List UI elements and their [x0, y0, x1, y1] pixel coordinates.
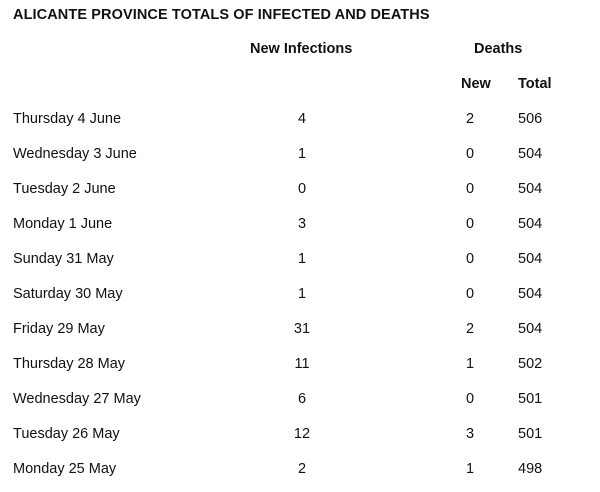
- row-total-deaths: 498: [518, 461, 543, 477]
- table-row: [0, 277, 600, 312]
- row-new-infections: 2: [297, 461, 307, 477]
- table-row: [0, 137, 600, 172]
- row-day: Monday 25 May: [13, 461, 117, 477]
- row-new-infections: 11: [294, 356, 310, 372]
- row-new-infections: 1: [297, 286, 307, 302]
- table-row: [0, 312, 600, 347]
- row-new-deaths: 2: [465, 111, 475, 127]
- row-new-deaths: 2: [465, 321, 475, 337]
- row-new-infections: 3: [297, 216, 307, 232]
- row-new-deaths: 0: [465, 391, 475, 407]
- row-total-deaths: 501: [518, 426, 543, 442]
- header-deaths-total: Total: [518, 76, 552, 92]
- row-day: Tuesday 2 June: [13, 181, 116, 197]
- table-row: [0, 207, 600, 242]
- row-total-deaths: 502: [518, 356, 543, 372]
- row-new-infections: 31: [293, 321, 311, 337]
- row-day: Friday 29 May: [13, 321, 105, 337]
- table-row: [0, 172, 600, 207]
- row-new-infections: 1: [297, 251, 307, 267]
- table-row: [0, 417, 600, 452]
- row-day: Monday 1 June: [13, 216, 113, 232]
- row-new-deaths: 0: [465, 251, 475, 267]
- row-total-deaths: 504: [518, 146, 543, 162]
- row-day: Tuesday 26 May: [13, 426, 120, 442]
- row-total-deaths: 506: [518, 111, 543, 127]
- row-total-deaths: 504: [518, 286, 543, 302]
- row-new-deaths: 0: [465, 216, 475, 232]
- row-total-deaths: 504: [518, 321, 543, 337]
- data-table: [0, 102, 600, 487]
- table-row: [0, 347, 600, 382]
- row-day: Thursday 4 June: [13, 111, 122, 127]
- header-new-infections: New Infections: [250, 41, 353, 57]
- row-new-deaths: 1: [465, 356, 475, 372]
- row-new-infections: 4: [297, 111, 307, 127]
- table-row: [0, 452, 600, 487]
- row-total-deaths: 504: [518, 251, 543, 267]
- row-day: Wednesday 3 June: [13, 146, 137, 162]
- row-new-infections: 1: [297, 146, 307, 162]
- row-day: Wednesday 27 May: [13, 391, 141, 407]
- row-new-infections: 12: [293, 426, 311, 442]
- row-new-deaths: 3: [465, 426, 475, 442]
- row-new-deaths: 1: [465, 461, 475, 477]
- row-day: Thursday 28 May: [13, 356, 126, 372]
- row-new-infections: 0: [297, 181, 307, 197]
- table-row: [0, 382, 600, 417]
- table-row: [0, 242, 600, 277]
- row-total-deaths: 504: [518, 181, 543, 197]
- row-total-deaths: 501: [518, 391, 543, 407]
- row-day: Saturday 30 May: [13, 286, 123, 302]
- page-title: ALICANTE PROVINCE TOTALS OF INFECTED AND DEATHS: [13, 7, 430, 23]
- row-new-deaths: 0: [465, 146, 475, 162]
- table-row: [0, 102, 600, 137]
- row-new-deaths: 0: [465, 181, 475, 197]
- row-new-infections: 6: [297, 391, 307, 407]
- header-deaths: Deaths: [474, 41, 523, 57]
- row-day: Sunday 31 May: [13, 251, 114, 267]
- row-total-deaths: 504: [518, 216, 543, 232]
- row-new-deaths: 0: [465, 286, 475, 302]
- header-deaths-new: New: [461, 76, 491, 92]
